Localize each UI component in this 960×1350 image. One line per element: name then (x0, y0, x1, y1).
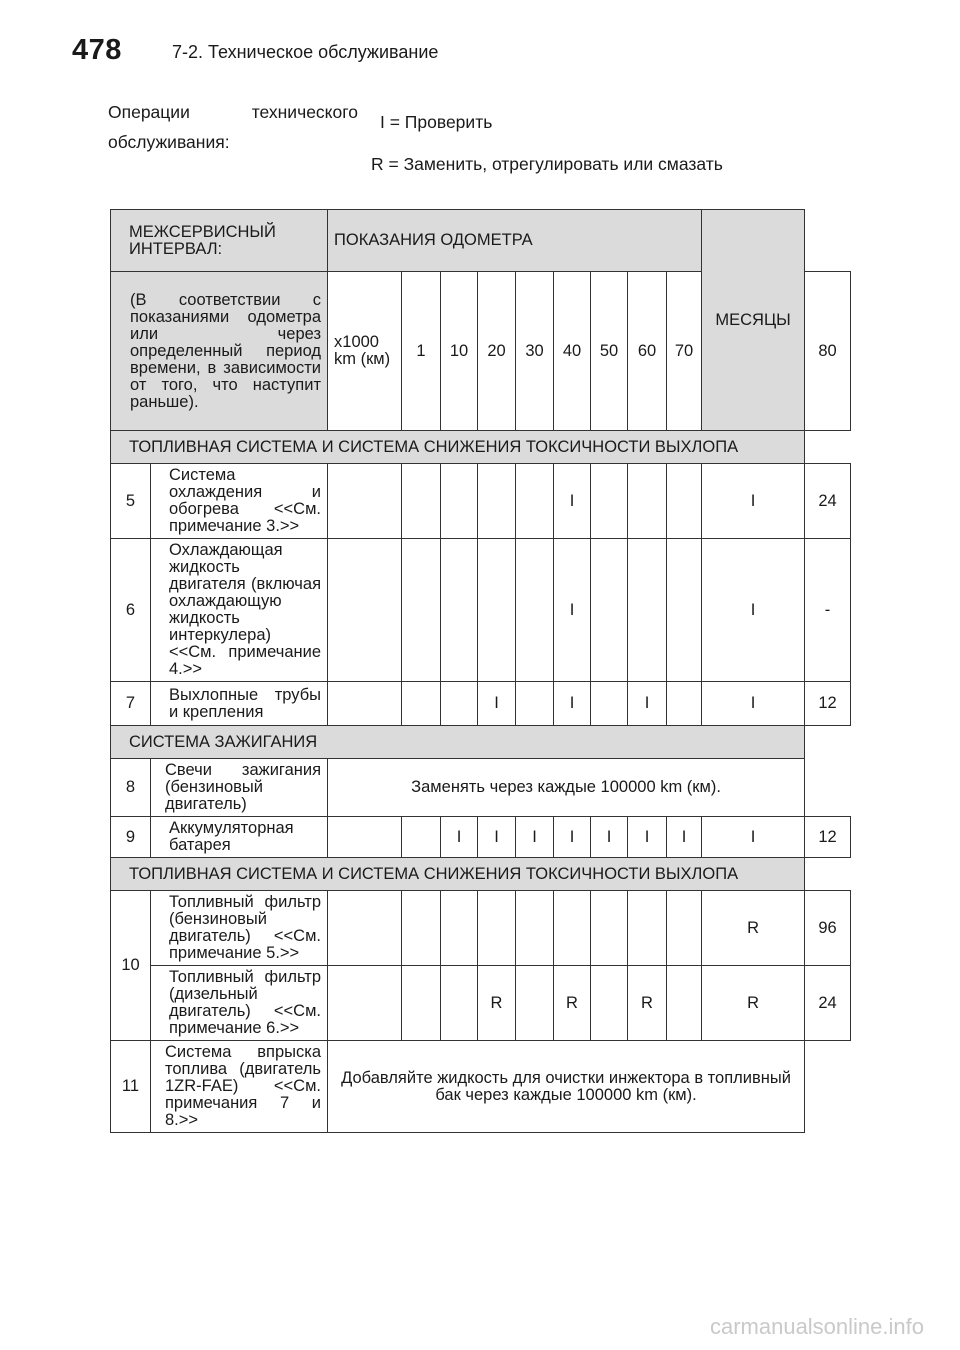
row-number: 11 (111, 1041, 151, 1133)
row-mark (441, 464, 478, 539)
row-mark: R (702, 966, 805, 1041)
row-description: Топливный фильтр (дизельный двигатель) <<См. примечание 6.>> (151, 966, 328, 1041)
row-number: 10 (111, 891, 151, 1041)
row-mark (628, 464, 667, 539)
row-mark (478, 891, 516, 966)
row-number: 8 (111, 759, 151, 817)
row-mark: I (516, 817, 554, 858)
row-mark (667, 682, 702, 726)
row-mark: R (628, 966, 667, 1041)
row-mark (554, 891, 591, 966)
schedule-body (111, 210, 851, 1133)
row-mark: I (478, 682, 516, 726)
row-mark (478, 464, 516, 539)
row-mark: I (591, 817, 628, 858)
interval-description: (В соответствии с показаниями одометра или через определенный период времени, в зависимости от того, что наступит раньше). (111, 272, 328, 431)
months-label: МЕСЯЦЫ (702, 210, 805, 431)
section-fuel-system-2: ТОПЛИВНАЯ СИСТЕМА И СИСТЕМА СНИЖЕНИЯ ТОКСИЧНОСТИ ВЫХЛОПА (111, 858, 805, 891)
row-mark (516, 464, 554, 539)
row-mark (591, 464, 628, 539)
row-mark (628, 539, 667, 682)
row-mark: I (554, 682, 591, 726)
row-number: 6 (111, 539, 151, 682)
row-mark (402, 891, 441, 966)
row-mark (667, 539, 702, 682)
row-mark (591, 891, 628, 966)
row-mark: I (702, 817, 805, 858)
odometer-column-10: 10 (441, 272, 478, 431)
odometer-column-1: 1 (402, 272, 441, 431)
interval-label: МЕЖСЕРВИСНЫЙ ИНТЕРВАЛ: (111, 210, 328, 272)
operations-label-word-2: технического (251, 102, 358, 122)
row-description: Аккумуляторная батарея (151, 817, 328, 858)
row-mark: I (628, 817, 667, 858)
row-number: 9 (111, 817, 151, 858)
row-mark: I (667, 817, 702, 858)
odometer-unit: x1000 km (км) (328, 272, 402, 431)
row-months: - (805, 539, 851, 682)
section-ignition: СИСТЕМА ЗАЖИГАНИЯ (111, 726, 805, 759)
odometer-label: ПОКАЗАНИЯ ОДОМЕТРА (328, 210, 702, 272)
header-row-1 (111, 210, 851, 272)
odometer-column-30: 30 (516, 272, 554, 431)
row-mark (441, 682, 478, 726)
row-unit-blank (328, 464, 402, 539)
section-row (111, 726, 851, 759)
row-description: Система впрыска топлива (двигатель 1ZR-FAE) <<См. примечания 7 и 8.>> (151, 1041, 328, 1133)
table-row (111, 891, 851, 966)
row-unit-blank (328, 966, 402, 1041)
row-mark (402, 817, 441, 858)
row-mark (591, 539, 628, 682)
row-mark: I (441, 817, 478, 858)
row-months: 12 (805, 817, 851, 858)
odometer-column-20: 20 (478, 272, 516, 431)
row-mark: I (702, 682, 805, 726)
row-mark: I (554, 817, 591, 858)
watermark: carmanualsonline.info (709, 1314, 924, 1339)
row-mark (402, 464, 441, 539)
odometer-column-60: 60 (628, 272, 667, 431)
row-mark (591, 966, 628, 1041)
table-row (111, 966, 851, 1041)
row-mark: I (478, 817, 516, 858)
row-months: 24 (805, 464, 851, 539)
row-mark: I (554, 464, 591, 539)
operations-label-word-1: Операции (108, 102, 190, 122)
row-mark: I (702, 539, 805, 682)
row-description: Свечи зажигания (бензиновый двигатель) (151, 759, 328, 817)
table-row (111, 817, 851, 858)
maintenance-schedule-table (110, 209, 851, 1133)
row-description: Охлаждающая жидкость двигателя (включая охлаждающую жидкость интеркулера) <<См. примечание 4.>> (151, 539, 328, 682)
row-description: Выхлопные трубы и крепления (151, 682, 328, 726)
operations-label-line-2: обслуживания: (108, 132, 230, 152)
table-row (111, 539, 851, 682)
section-row (111, 431, 851, 464)
row-months: 24 (805, 966, 851, 1041)
row-mark (402, 539, 441, 682)
page-number: 478 (72, 34, 122, 66)
row-mark (402, 966, 441, 1041)
row-mark: I (628, 682, 667, 726)
row-mark (667, 891, 702, 966)
table-row (111, 1041, 851, 1133)
row-unit-blank (328, 817, 402, 858)
row-mark: R (478, 966, 516, 1041)
legend-inspect: I = Проверить (380, 112, 493, 132)
row-mark (667, 966, 702, 1041)
row-note: Заменять через каждые 100000 km (км). (328, 759, 805, 817)
row-mark (667, 464, 702, 539)
row-unit-blank (328, 539, 402, 682)
odometer-column-40: 40 (554, 272, 591, 431)
row-unit-blank (328, 682, 402, 726)
odometer-column-70: 70 (667, 272, 702, 431)
table-row (111, 682, 851, 726)
table-row (111, 759, 851, 817)
row-mark (402, 682, 441, 726)
section-title: 7-2. Техническое обслуживание (172, 42, 439, 62)
row-months: 12 (805, 682, 851, 726)
row-mark (591, 682, 628, 726)
section-fuel-system: ТОПЛИВНАЯ СИСТЕМА И СИСТЕМА СНИЖЕНИЯ ТОКСИЧНОСТИ ВЫХЛОПА (111, 431, 805, 464)
row-description: Топливный фильтр (бензиновый двигатель) <<См. примечание 5.>> (151, 891, 328, 966)
row-mark (441, 966, 478, 1041)
row-mark (516, 682, 554, 726)
row-number: 7 (111, 682, 151, 726)
odometer-column-80: 80 (805, 272, 851, 431)
row-description: Система охлаждения и обогрева <<См. примечание 3.>> (151, 464, 328, 539)
row-mark (628, 891, 667, 966)
row-mark: I (554, 539, 591, 682)
row-mark (441, 891, 478, 966)
row-unit-blank (328, 891, 402, 966)
odometer-column-50: 50 (591, 272, 628, 431)
operations-label (108, 97, 358, 157)
row-mark (441, 539, 478, 682)
row-mark (516, 891, 554, 966)
section-row (111, 858, 851, 891)
row-mark (478, 539, 516, 682)
row-note: Добавляйте жидкость для очистки инжектора в топливный бак через каждые 100000 km (км). (328, 1041, 805, 1133)
row-mark: R (702, 891, 805, 966)
row-months: 96 (805, 891, 851, 966)
row-mark (516, 539, 554, 682)
table-row (111, 464, 851, 539)
row-mark: I (702, 464, 805, 539)
row-mark (516, 966, 554, 1041)
row-mark: R (554, 966, 591, 1041)
legend-replace: R = Заменить, отрегулировать или смазать (371, 154, 723, 174)
row-number: 5 (111, 464, 151, 539)
